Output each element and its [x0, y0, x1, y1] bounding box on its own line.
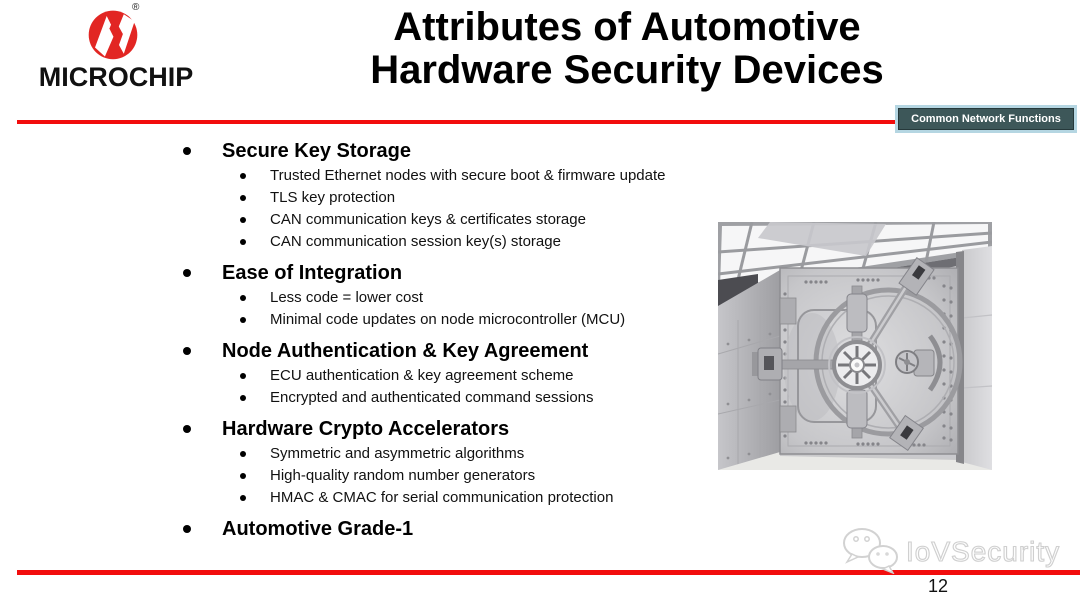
bullet-heading: Node Authentication & Key Agreement — [170, 339, 735, 363]
microchip-logo — [0, 0, 230, 102]
bullet-subitem: TLS key protection — [170, 187, 735, 209]
bullet-list — [170, 139, 735, 543]
bullet-icon — [240, 495, 246, 501]
bullet-icon — [240, 473, 246, 479]
bullet-subitem: Encrypted and authenticated command sessions — [170, 387, 735, 409]
bullet-icon — [183, 347, 191, 355]
badge-label: Common Network Functions — [911, 113, 1061, 125]
bullet-icon — [240, 317, 246, 323]
bullet-heading: Ease of Integration — [170, 261, 735, 285]
bullet-subitem: CAN communication keys & certificates storage — [170, 209, 735, 231]
bullet-icon — [240, 195, 246, 201]
bullet-subitem: Trusted Ethernet nodes with secure boot & firmware update — [170, 165, 735, 187]
header-divider — [17, 120, 895, 124]
vault-image — [718, 222, 992, 470]
bullet-icon — [240, 373, 246, 379]
bullet-icon — [240, 173, 246, 179]
bullet-icon — [240, 295, 246, 301]
bullet-icon — [240, 395, 246, 401]
bullet-subitem: Symmetric and asymmetric algorithms — [170, 443, 735, 465]
bullet-icon — [183, 147, 191, 155]
bullet-heading: Automotive Grade-1 — [170, 517, 735, 541]
bullet-icon — [240, 239, 246, 245]
common-network-functions-badge — [898, 108, 1074, 130]
watermark — [838, 526, 1060, 574]
bullet-icon — [183, 425, 191, 433]
registered-mark: ® — [132, 2, 140, 13]
watermark-text: IoVSecurity — [906, 536, 1061, 567]
bullet-subitem: Less code = lower cost — [170, 287, 735, 309]
page-title — [287, 6, 967, 92]
logo-wordmark: MICROCHIP — [38, 62, 194, 92]
bullet-subitem: High-quality random number generators — [170, 465, 735, 487]
wechat-icon — [838, 526, 906, 574]
title-line-2: Hardware Security Devices — [370, 48, 884, 92]
microchip-logo-icon — [86, 6, 140, 62]
bullet-subitem: ECU authentication & key agreement scheme — [170, 365, 735, 387]
vault-photo — [718, 222, 992, 470]
bullet-subitem: Minimal code updates on node microcontroller (MCU) — [170, 309, 735, 331]
bullet-icon — [240, 451, 246, 457]
bullet-heading: Hardware Crypto Accelerators — [170, 417, 735, 441]
bullet-subitem: HMAC & CMAC for serial communication protection — [170, 487, 735, 509]
title-line-1: Attributes of Automotive — [393, 5, 861, 49]
page-number: 12 — [927, 576, 949, 596]
bullet-heading: Secure Key Storage — [170, 139, 735, 163]
bullet-icon — [240, 217, 246, 223]
bullet-subitem: CAN communication session key(s) storage — [170, 231, 735, 253]
bullet-icon — [183, 269, 191, 277]
bullet-icon — [183, 525, 191, 533]
